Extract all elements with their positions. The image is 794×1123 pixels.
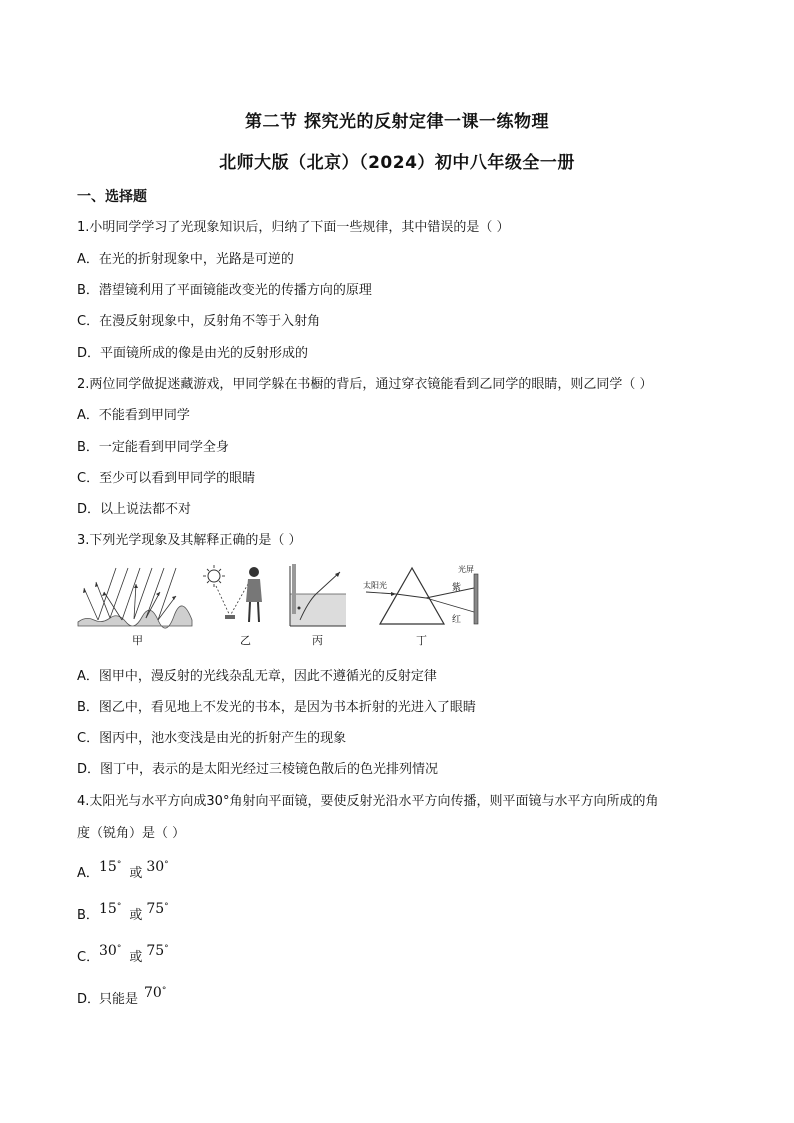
angle-value: 30 — [146, 859, 165, 875]
degree-symbol: ° — [164, 902, 169, 912]
option-label: D． — [77, 992, 101, 1007]
angle-value: 30 — [99, 943, 117, 959]
figure-jia-diffuse-reflection — [76, 562, 194, 634]
question-3-stem: 3.下列光学现象及其解释正确的是（ ） — [77, 533, 302, 548]
figure-label-yi: 乙 — [240, 634, 251, 647]
or-word: 或 — [129, 866, 143, 881]
degree-symbol: ° — [116, 860, 122, 870]
figure-bing-pool-refraction — [286, 562, 350, 634]
label-red: 红 — [452, 615, 462, 625]
page-subtitle: 北师大版（北京）（2024）初中八年级全一册 — [219, 153, 575, 173]
angle-value: 70 — [144, 985, 162, 1001]
figure-label-jia: 甲 — [132, 634, 143, 647]
question-3-option-c: C．图丙中，池水变浅是由光的折射产生的现象 — [77, 731, 347, 746]
or-word: 或 — [129, 908, 143, 923]
angle-value: 15 — [99, 901, 117, 917]
label-purple: 紫 — [452, 583, 462, 593]
figure-label-ding: 丁 — [416, 634, 427, 647]
option-label: A． — [77, 866, 99, 881]
question-3-option-b: B．图乙中，看见地上不发光的书本，是因为书本折射的光进入了眼睛 — [77, 700, 476, 715]
label-screen: 光屏 — [458, 565, 474, 574]
page-title: 第二节 探究光的反射定律一课一练物理 — [245, 112, 549, 132]
label-sunlight: 太阳光 — [363, 581, 387, 590]
degree-symbol: ° — [164, 944, 169, 954]
question-3-figures — [76, 562, 496, 648]
degree-symbol: ° — [161, 986, 167, 996]
degree-symbol: ° — [164, 860, 169, 870]
or-word: 或 — [129, 950, 143, 965]
question-2-option-b: B．一定能看到甲同学全身 — [77, 440, 229, 455]
option-label: C． — [77, 950, 100, 965]
degree-symbol: ° — [116, 944, 122, 954]
question-4-stem-line1: 4.太阳光与水平方向成30°角射向平面镜，要使反射光沿水平方向传播，则平面镜与水平方向所成的角 — [77, 794, 659, 809]
option-prefix: 只能是 — [99, 992, 139, 1007]
question-1-option-c: C．在漫反射现象中，反射角不等于入射角 — [77, 314, 321, 329]
question-4-option-d — [77, 985, 172, 1007]
question-4-stem-line2: 度（锐角）是（ ） — [77, 826, 186, 841]
angle-value: 75 — [146, 901, 165, 917]
question-3-option-a: A．图甲中，漫反射的光线杂乱无章，因此不遵循光的反射定律 — [77, 669, 437, 684]
option-label: B． — [77, 908, 99, 923]
question-1-option-b: B．潜望镜利用了平面镜能改变光的传播方向的原理 — [77, 283, 372, 298]
degree-symbol: ° — [116, 902, 122, 912]
angle-value: 75 — [146, 943, 165, 959]
question-4-option-b — [77, 901, 175, 923]
question-2-stem: 2.两位同学做捉迷藏游戏，甲同学躲在书橱的背后，通过穿衣镜能看到乙同学的眼睛，则乙同学（ ） — [77, 377, 653, 392]
question-4-option-a — [77, 859, 175, 881]
angle-value: 15 — [99, 859, 117, 875]
question-4-option-c — [77, 943, 175, 965]
question-1-stem: 1.小明同学学习了光现象知识后，归纳了下面一些规律，其中错误的是（ ） — [77, 220, 510, 235]
question-1-option-a: A．在光的折射现象中，光路是可逆的 — [77, 252, 294, 267]
section-heading: 一、选择题 — [77, 189, 147, 205]
question-2-option-d: D．以上说法都不对 — [77, 502, 192, 517]
question-2-option-c: C．至少可以看到甲同学的眼睛 — [77, 471, 256, 486]
figure-yi-book-and-girl — [202, 562, 282, 634]
figure-label-bing: 丙 — [312, 634, 323, 647]
question-3-option-d: D．图丁中，表示的是太阳光经过三棱镜色散后的色光排列情况 — [77, 762, 439, 777]
question-1-option-d: D．平面镜所成的像是由光的反射形成的 — [77, 346, 309, 361]
question-2-option-a: A．不能看到甲同学 — [77, 408, 190, 423]
